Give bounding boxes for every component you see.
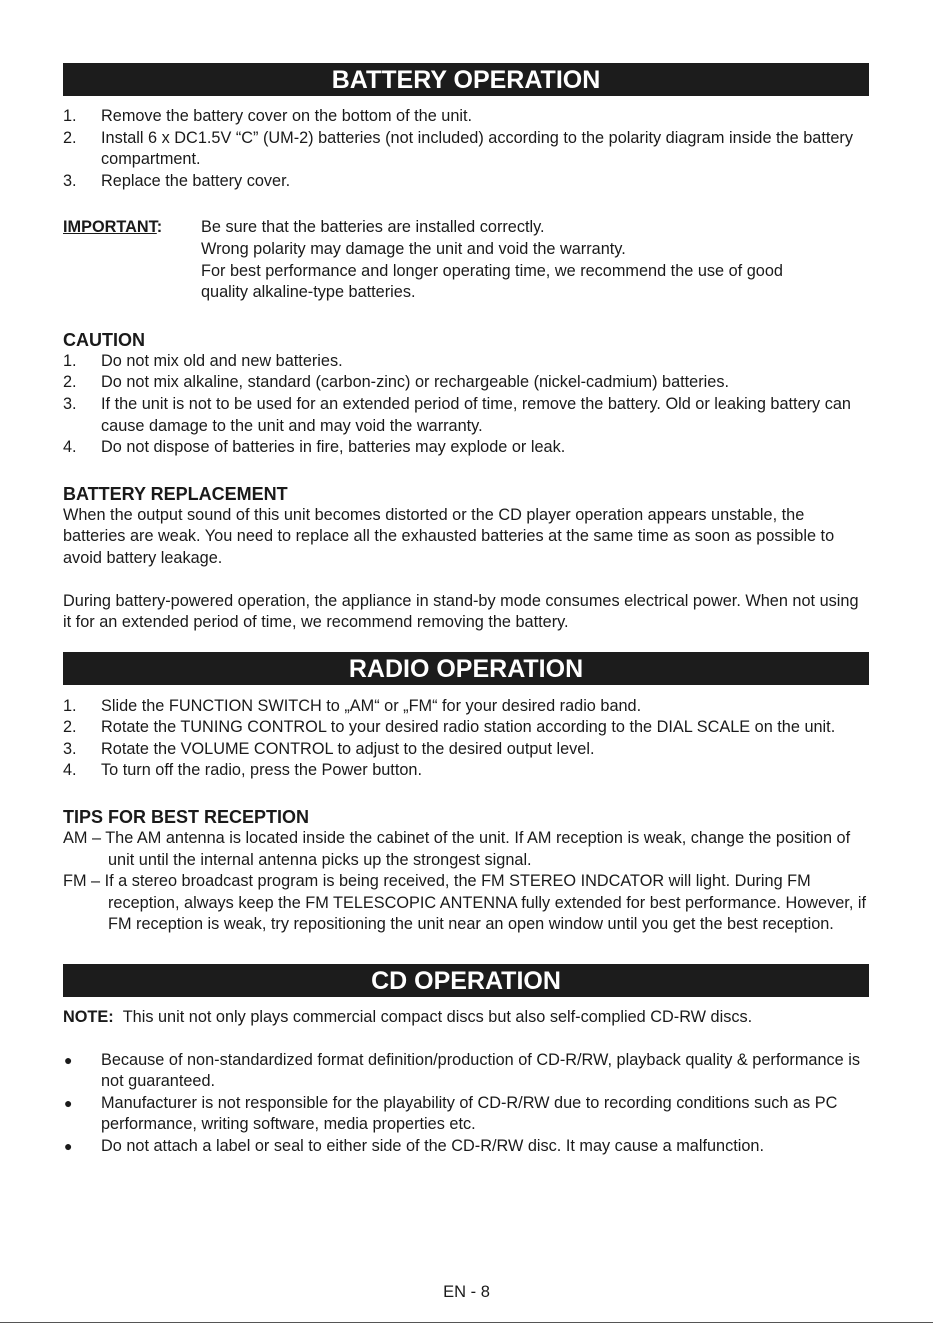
list-item (63, 1050, 869, 1093)
step-text: Do not mix old and new batteries. (101, 351, 343, 370)
important-lines (201, 217, 783, 303)
list-item (63, 372, 869, 394)
step-number: 3. (63, 394, 77, 413)
step-number: 2. (63, 373, 77, 392)
bottom-divider (0, 1322, 933, 1323)
step-text: To turn off the radio, press the Power button. (101, 761, 422, 780)
bullet-text: Because of non-standardized format definition/production of CD-R/RW, playback quality & performance is not guaranteed. (101, 1050, 860, 1091)
tips-heading: TIPS FOR BEST RECEPTION (63, 807, 310, 828)
list-item (63, 760, 869, 782)
step-number: 3. (63, 739, 77, 758)
cd-note (63, 1007, 869, 1029)
step-number: 1. (63, 351, 77, 370)
list-item (63, 696, 869, 718)
step-text: Do not dispose of batteries in fire, batteries may explode or leak. (101, 438, 566, 457)
step-text: Replace the battery cover. (101, 171, 291, 190)
note-label: NOTE: (63, 1008, 114, 1027)
step-text: If the unit is not to be used for an extended period of time, remove the battery. Old or leaking battery can cause damage to the unit and may void the warranty. (101, 394, 851, 435)
battery-steps-list (63, 106, 869, 192)
fm-tip: FM – If a stereo broadcast program is being received, the FM STEREO INDCATOR will light. During FM reception, always keep the FM TELESCOPIC ANTENNA fully extended for best performance. However, if FM reception is weak, try repositioning the unit near an open window until you get the best reception. (63, 872, 867, 934)
list-item (63, 1136, 869, 1158)
step-text: Slide the FUNCTION SWITCH to „AM“ or „FM“ for your desired radio band. (101, 696, 642, 715)
bullet-icon: ● (64, 1051, 73, 1068)
cd-operation-banner: CD OPERATION (63, 964, 869, 997)
important-line: For best performance and longer operating time, we recommend the use of good (201, 261, 783, 280)
important-colon: : (156, 218, 163, 237)
list-item (63, 437, 869, 459)
page-number: EN - 8 (443, 1283, 490, 1301)
radio-steps-list (63, 696, 869, 782)
cd-bullets (63, 1050, 869, 1158)
radio-operation-banner: RADIO OPERATION (63, 652, 869, 685)
step-text: Remove the battery cover on the bottom of the unit. (101, 107, 473, 125)
bullet-icon: ● (64, 1138, 73, 1154)
important-label (63, 217, 201, 303)
battery-operation-banner: BATTERY OPERATION (63, 63, 869, 96)
step-text: Do not mix alkaline, standard (carbon-zinc) or rechargeable (nickel-cadmium) batteries. (101, 373, 729, 392)
battery-replacement-heading: BATTERY REPLACEMENT (63, 483, 288, 504)
step-number: 4. (63, 438, 77, 457)
step-text: Rotate the TUNING CONTROL to your desired radio station according to the DIAL SCALE on the unit. (101, 718, 836, 737)
list-item (63, 394, 869, 437)
caution-heading: CAUTION (63, 329, 145, 350)
battery-replacement-paragraph: When the output sound of this unit becomes distorted or the CD player operation appears unstable, the batteries are weak. You need to replace all the exhausted batteries at the same time as soon as possible to avoid battery leakage. (63, 505, 835, 567)
step-number: 1. (63, 696, 77, 715)
important-label-text: IMPORTANT (63, 218, 157, 237)
important-line: quality alkaline-type batteries. (201, 283, 416, 302)
bullet-icon: ● (64, 1094, 73, 1111)
list-item (63, 351, 869, 373)
step-text: Rotate the VOLUME CONTROL to adjust to the desired output level. (101, 739, 595, 758)
important-line: Be sure that the batteries are installed correctly. (201, 218, 545, 237)
list-item (63, 717, 869, 739)
step-number: 3. (63, 171, 77, 190)
list-item (63, 171, 869, 193)
bullet-text: Manufacturer is not responsible for the playability of CD-R/RW due to recording conditions such as PC performance, writing software, media properties etc. (101, 1093, 838, 1134)
step-number: 1. (63, 107, 77, 125)
step-number: 4. (63, 761, 77, 780)
list-item (63, 128, 869, 171)
step-text: Install 6 x DC1.5V “C” (UM-2) batteries (not included) according to the polarity diagram inside the battery compartment. (101, 128, 853, 169)
important-line: Wrong polarity may damage the unit and void the warranty. (201, 239, 626, 258)
caution-list (63, 351, 869, 459)
list-item (63, 1093, 869, 1136)
note-text: This unit not only plays commercial compact discs but also self-complied CD-RW discs. (122, 1008, 753, 1027)
step-number: 2. (63, 128, 77, 147)
manual-page (63, 63, 869, 1158)
important-note (63, 217, 869, 303)
bullet-text: Do not attach a label or seal to either side of the CD-R/RW disc. It may cause a malfunction. (101, 1137, 765, 1155)
standby-power-paragraph: During battery-powered operation, the appliance in stand-by mode consumes electrical power. When not using it for an extended period of time, we recommend removing the battery. (63, 591, 859, 632)
step-number: 2. (63, 718, 77, 737)
list-item (63, 739, 869, 761)
am-tip: AM – The AM antenna is located inside the cabinet of the unit. If AM reception is weak, change the position of unit until the internal antenna picks up the strongest signal. (63, 829, 851, 869)
list-item (63, 106, 869, 128)
